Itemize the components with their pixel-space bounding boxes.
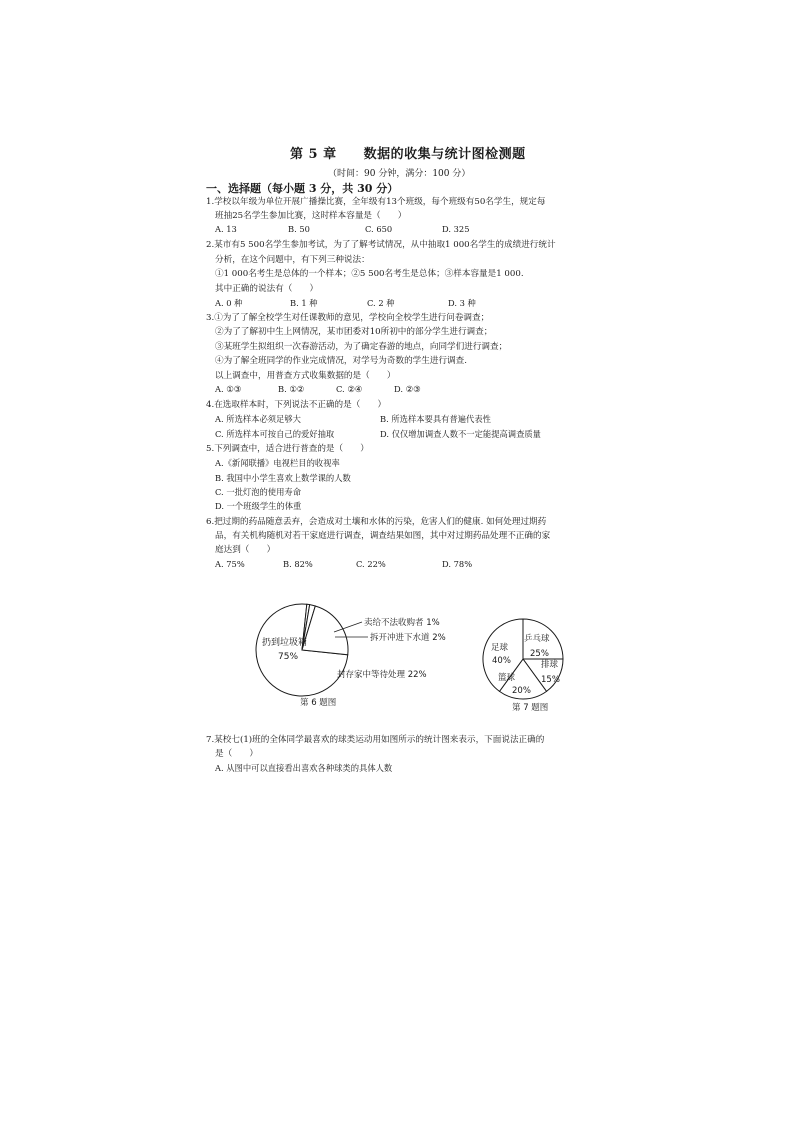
question-3-line-2: ②为了了解初中生上网情况，某市团委对10所初中的部分学生进行调查； (215, 327, 493, 337)
slice-value-basketball: 20% (512, 686, 531, 696)
option-c: C. 22% (356, 559, 386, 569)
option-a: A. 所选样本必须足够大 (215, 414, 301, 424)
option-c: C. 一批灯泡的使用寿命 (215, 487, 301, 497)
option-d: D. 78% (442, 559, 473, 569)
slice-label-sell: 卖给不法收购者 1% (364, 618, 440, 628)
question-3-line-4: ④为了解全班同学的作业完成情况，对学号为奇数的学生进行调查. (215, 356, 467, 366)
question-2-line-3: ①1 000名考生是总体的一个样本；②5 500名考生是总体；③样本容量是1 000. (215, 269, 524, 279)
slice-value-trash: 75% (278, 652, 299, 662)
option-a: A.《新闻联播》电视栏目的收视率 (215, 458, 340, 468)
section-heading: 一、选择题（每小题 3 分，共 30 分） (206, 182, 399, 195)
slice-label-volleyball: 排球 (541, 660, 559, 670)
question-6-line-2: 品，有关机构随机对若干家庭进行调查，调查结果如图，其中对过期药品处理不正确的家 (215, 531, 551, 541)
question-6-line-3: 庭达到（ ） (215, 545, 276, 555)
option-a: A. 13 (215, 224, 237, 234)
option-c: C. ②④ (336, 384, 363, 394)
option-a: A. ①③ (215, 384, 242, 394)
pie-chart-q6 (256, 604, 446, 708)
option-b: B. 我国中小学生喜欢上数学课的人数 (215, 473, 351, 483)
question-5-line-1: 5.下列调查中，适合进行普查的是（ ） (206, 444, 369, 454)
option-d: D. ②③ (394, 384, 421, 394)
question-2-line-2: 分析，在这个问题中，有下列三种说法： (215, 255, 370, 265)
slice-label-basketball: 篮球 (498, 673, 516, 683)
option-b: B. 1 种 (290, 298, 318, 308)
option-a: A. 75% (215, 559, 245, 569)
slice-value-football: 40% (492, 656, 511, 666)
pie-chart-q7 (483, 619, 563, 713)
slice-value-volleyball: 15% (541, 675, 560, 685)
option-b: B. 50 (288, 224, 310, 234)
slice-label-trash: 扔到垃圾箱 (262, 638, 308, 648)
option-c: C. 所选样本可按自己的爱好抽取 (215, 429, 335, 439)
slice-label-football: 足球 (491, 643, 509, 653)
option-d: D. 3 种 (448, 298, 476, 308)
slice-value-pingpong: 25% (530, 649, 549, 659)
option-c: C. 2 种 (367, 298, 395, 308)
option-b: B. ①② (278, 384, 305, 394)
question-2-line-4: 其中正确的说法有（ ） (215, 284, 319, 294)
page-title: 第 5 章 数据的收集与统计图检测题 (290, 147, 526, 162)
question-3-line-5: 以上调查中，用普查方式收集数据的是（ ） (215, 371, 396, 381)
slice-label-drain: 拆开冲进下水道 2% (370, 633, 446, 643)
question-3-line-1: 3.①为了了解全校学生对任课教师的意见，学校向全校学生进行问卷调查； (206, 313, 490, 323)
question-6-line-1: 6.把过期的药品随意丢弃，会造成对土壤和水体的污染，危害人们的健康. 如何处理过期药 (206, 517, 547, 527)
option-d: D. 325 (442, 224, 470, 234)
question-7-line-2: 是（ ） (215, 749, 258, 759)
option-a: A. 0 种 (215, 298, 243, 308)
chart-caption: 第 6 题图 (300, 698, 337, 708)
question-1-line-1: 1.学校以年级为单位开展广播操比赛，全年级有13个班级，每个班级有50名学生，规定每 (206, 197, 546, 207)
option-c: C. 650 (365, 224, 393, 234)
option-b: B. 所选样本要具有普遍代表性 (380, 414, 491, 424)
question-1-line-2: 班抽25名学生参加比赛，这时样本容量是（ ） (215, 211, 407, 221)
slice-label-store: 封存家中等待处理 22% (337, 670, 427, 680)
question-3-line-3: ③某班学生拟组织一次春游活动，为了确定春游的地点，向同学们进行调查； (215, 342, 508, 352)
option-d: D. 仅仅增加调查人数不一定能提高调查质量 (380, 429, 541, 439)
exam-info: （时间：90 分钟，满分：100 分） (328, 169, 471, 179)
slice-label-pingpong: 乒乓球 (524, 634, 550, 644)
question-7-line-1: 7.某校七(1)班的全体同学最喜欢的球类运动用如图所示的统计图来表示，下面说法正确的 (206, 735, 545, 745)
question-4-line-1: 4.在选取样本时，下列说法不正确的是（ ） (206, 400, 387, 410)
chart-caption: 第 7 题图 (512, 703, 549, 713)
question-2-line-1: 2.某市有5 500名学生参加考试，为了了解考试情况，从中抽取1 000名学生的成绩进行统计 (206, 240, 556, 250)
option-d: D. 一个班级学生的体重 (215, 501, 302, 511)
option-b: B. 82% (283, 559, 313, 569)
option-a: A. 从图中可以直接看出喜欢各种球类的具体人数 (215, 763, 393, 773)
